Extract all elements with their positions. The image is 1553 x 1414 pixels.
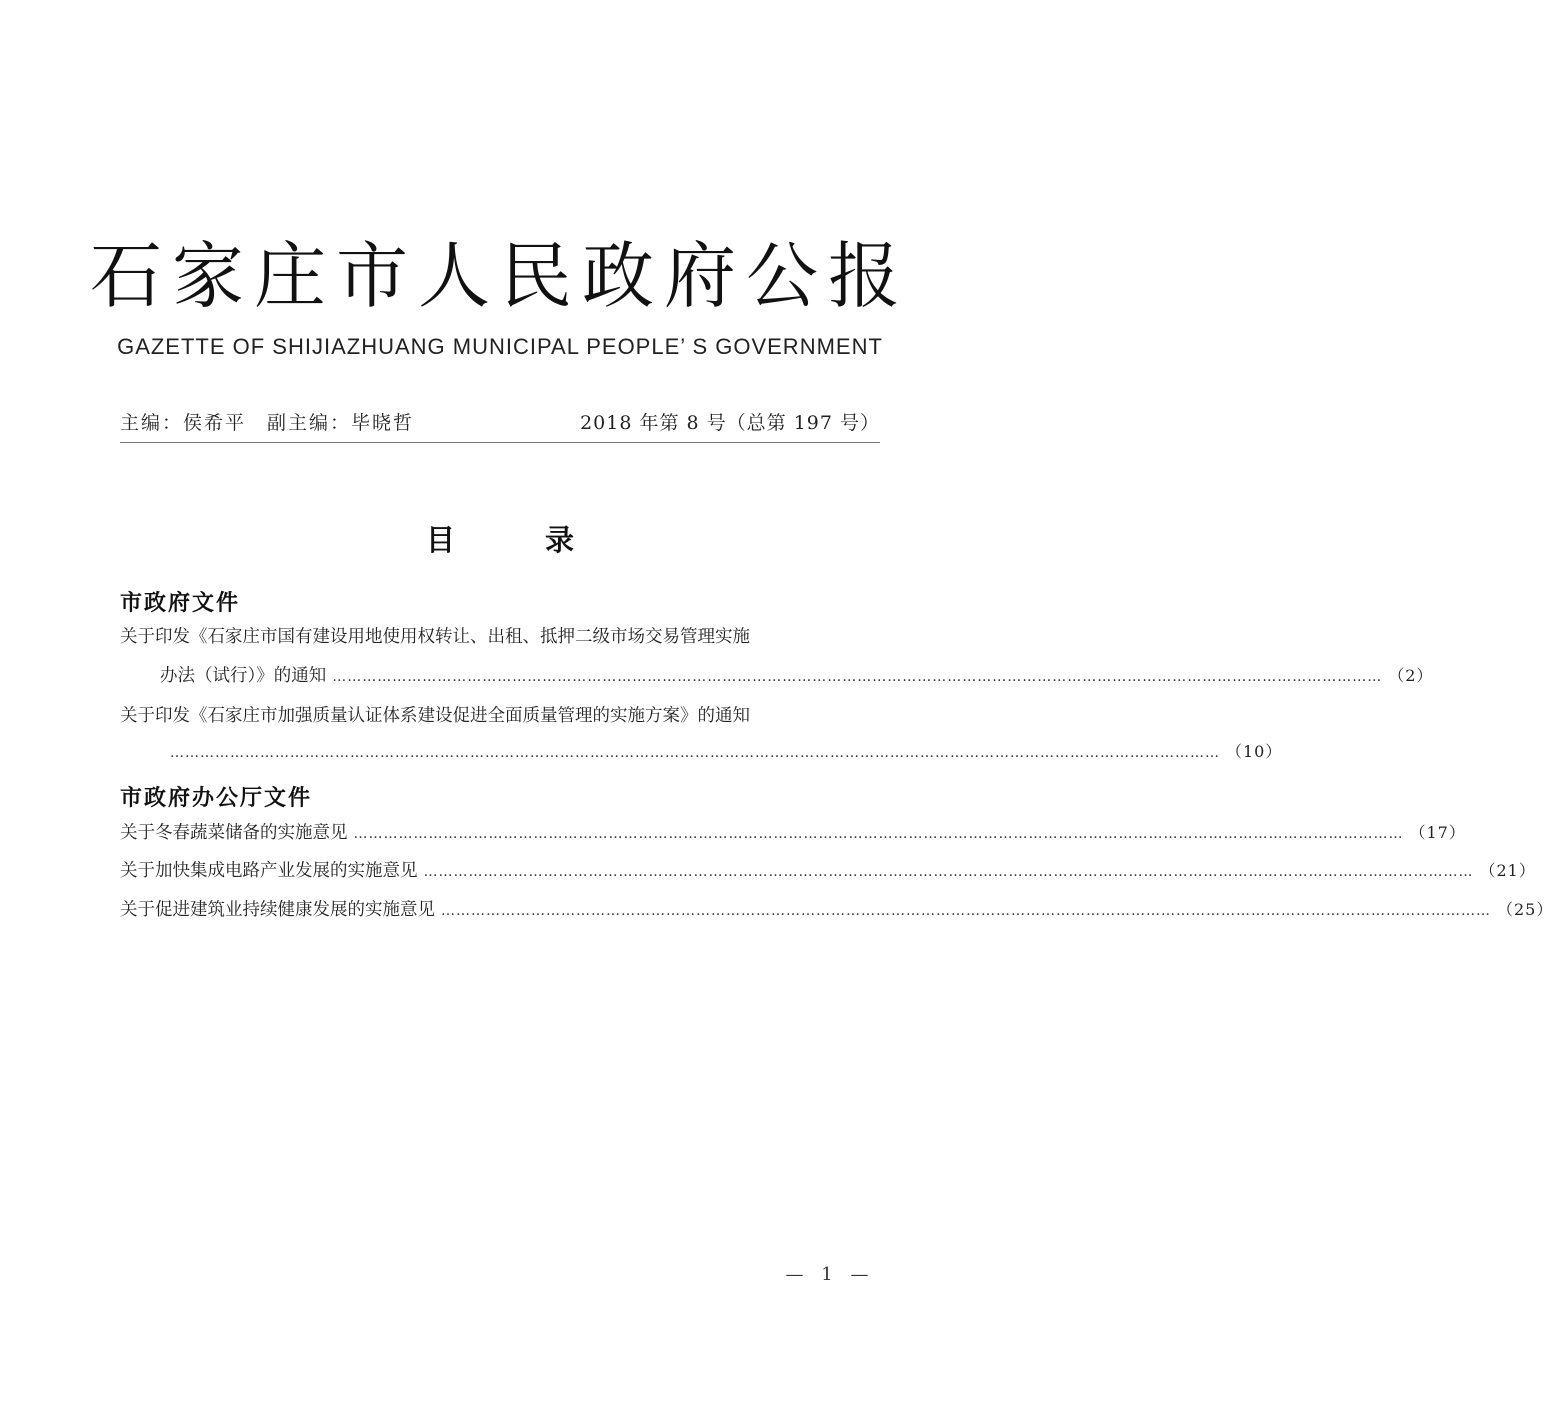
- toc-entry-text: 关于印发《石家庄市国有建设用地使用权转让、出租、抵押二级市场交易管理实施: [120, 627, 750, 647]
- toc-entry-text: 关于印发《石家庄市加强质量认证体系建设促进全面质量管理的实施方案》的通知: [120, 706, 750, 726]
- dot-leader: …………………………………………………………………………………………………………………………………………………………………………………………: [423, 864, 1474, 880]
- toc-entry-4[interactable]: [120, 858, 1536, 885]
- toc-page-number: （21）: [1479, 861, 1536, 880]
- toc-entry-text: 关于冬春蔬菜储备的实施意见: [120, 823, 348, 843]
- section-heading-municipal-government-documents: 市政府文件: [120, 591, 241, 616]
- toc-page-number: （25）: [1497, 900, 1553, 919]
- dot-leader: …………………………………………………………………………………………………………………………………………………………………………………………: [441, 903, 1491, 919]
- gazette-title: 石家庄市人民政府公报: [89, 234, 910, 318]
- section-heading-general-office-documents: 市政府办公厅文件: [120, 786, 313, 811]
- dot-leader: …………………………………………………………………………………………………………………………………………………………………………………………: [353, 826, 1404, 842]
- toc-entry-1-line-2[interactable]: [120, 663, 1434, 690]
- header-divider: [120, 442, 880, 443]
- toc-page-number: （2）: [1388, 666, 1434, 685]
- toc-entry-text: 办法（试行）》的通知: [160, 666, 327, 686]
- toc-entry-3[interactable]: [120, 820, 1466, 847]
- editors-line: 主编：侯希平 副主编：毕晓哲: [120, 412, 415, 434]
- toc-entry-2-line-2[interactable]: [120, 739, 1283, 766]
- toc-entry-1-line-1[interactable]: [120, 624, 880, 650]
- toc-page-number: （10）: [1226, 742, 1283, 761]
- toc-entry-text: 关于加快集成电路产业发展的实施意见: [120, 861, 418, 881]
- dot-leader: …………………………………………………………………………………………………………………………………………………………………………………………: [170, 745, 1220, 761]
- toc-entry-5[interactable]: [120, 897, 1553, 924]
- issue-number: 2018 年第 8 号（总第 197 号）: [580, 412, 880, 434]
- page-number: — 1 —: [785, 1264, 875, 1285]
- dot-leader: …………………………………………………………………………………………………………………………………………………………………………………………: [332, 669, 1383, 685]
- toc-page-number: （17）: [1409, 823, 1466, 842]
- toc-entry-2-line-1[interactable]: [120, 703, 880, 729]
- toc-title: 目录: [425, 523, 664, 557]
- toc-entry-text: 关于促进建筑业持续健康发展的实施意见: [120, 900, 435, 920]
- gazette-english-title: GAZETTE OF SHIJIAZHUANG MUNICIPAL PEOPLE’ S GOVERNMENT: [117, 334, 883, 359]
